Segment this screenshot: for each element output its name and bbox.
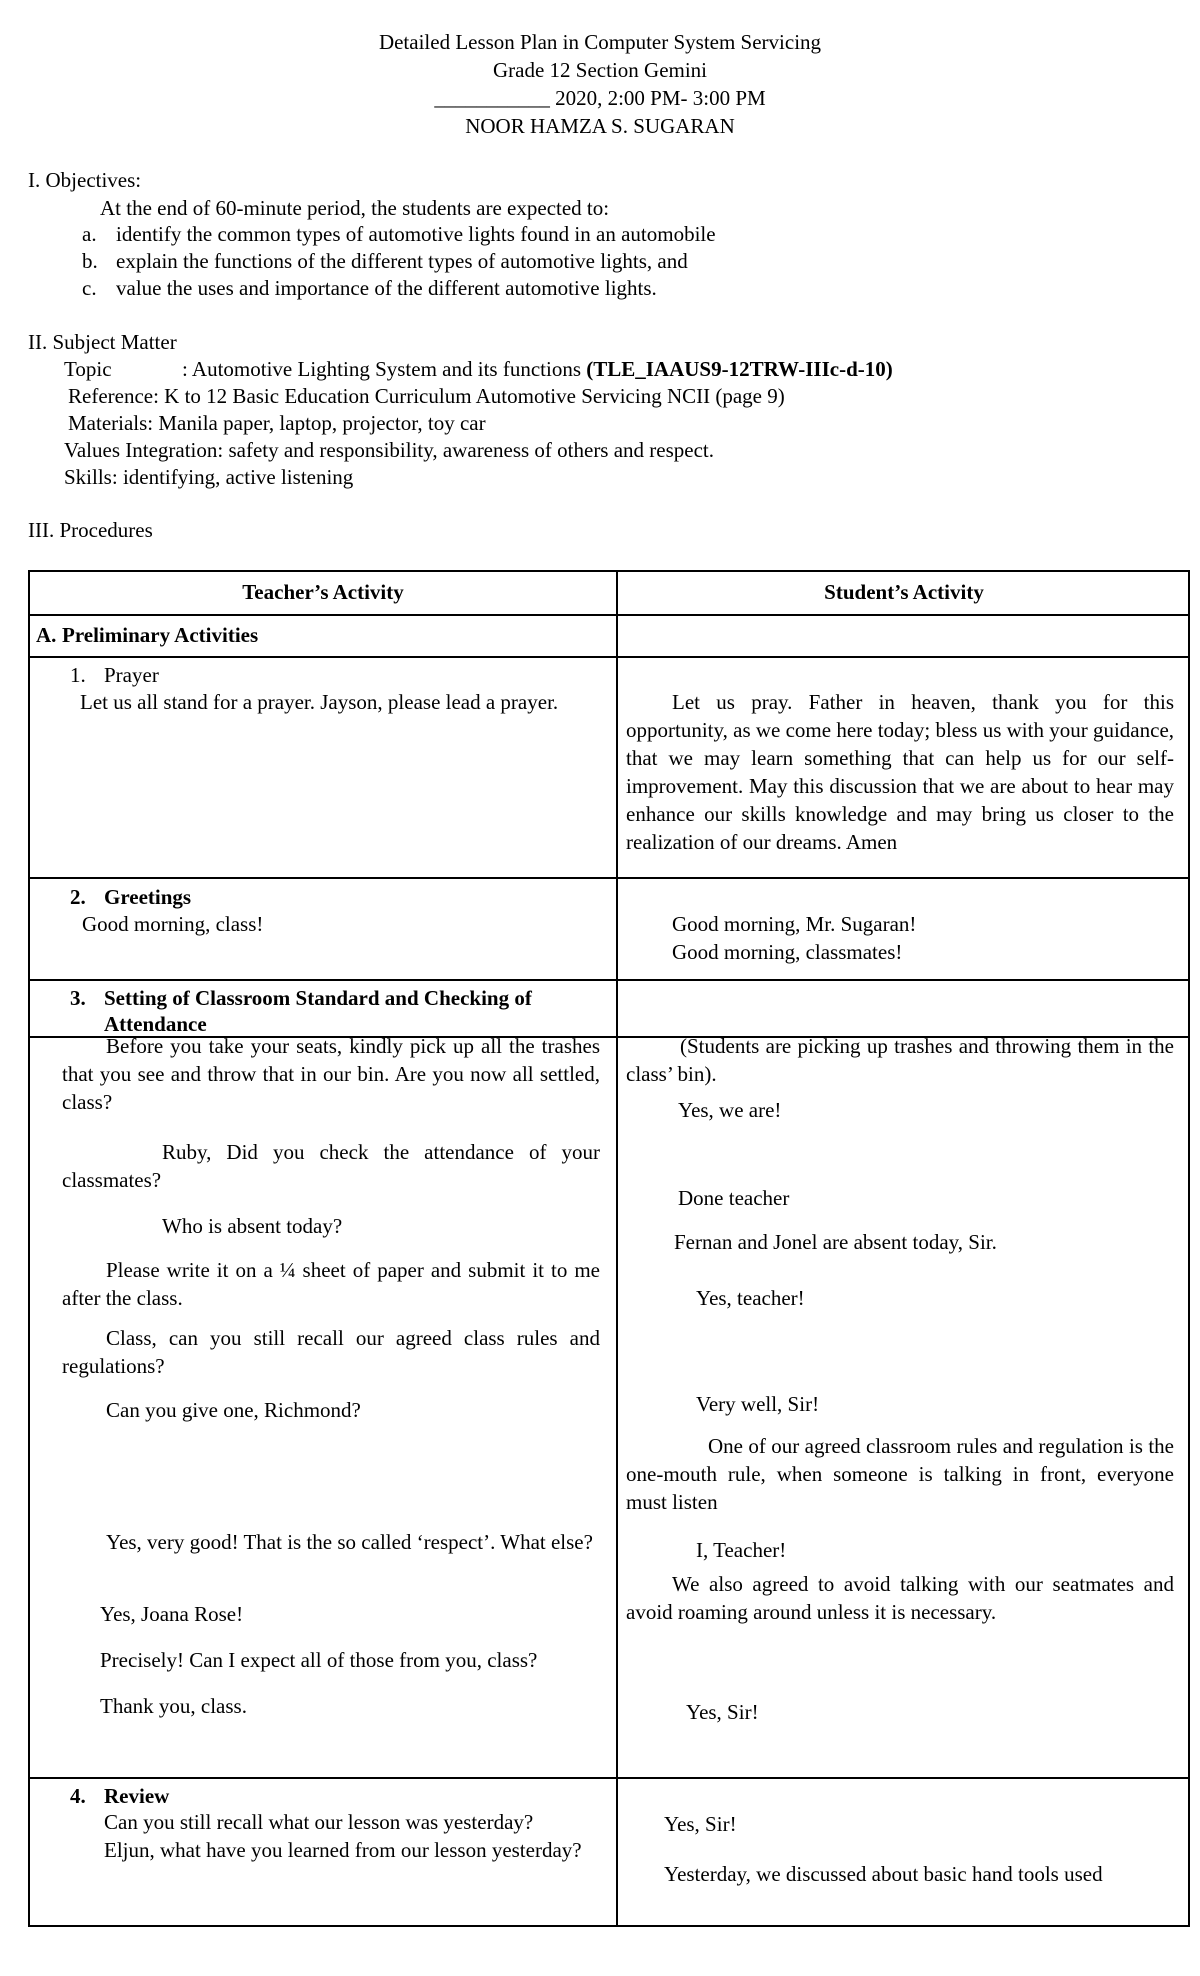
schedule-line: ___________ 2020, 2:00 PM- 3:00 PM — [434, 86, 766, 110]
objectives-intro: At the end of 60-minute period, the students are expected to: — [100, 196, 610, 220]
grade-section: Grade 12 Section Gemini — [492, 58, 708, 82]
section-a-marker: A. — [36, 623, 57, 647]
materials-line: Materials: Manila paper, laptop, projector, toy car — [68, 411, 486, 435]
procedures-heading: III. Procedures — [28, 518, 153, 542]
table-rule — [28, 570, 30, 1927]
review-title: Review — [104, 1784, 170, 1808]
values-integration-line: Values Integration: safety and responsibility, awareness of others and respect. — [64, 438, 715, 462]
standards-teacher-text: Can you give one, Richmond? — [106, 1398, 361, 1422]
standards-student-text: Yes, we are! — [678, 1098, 782, 1122]
standards-student-text: One of our agreed classroom rules and regulation is the one-mouth rule, when someone is talking in front, everyone must listen — [626, 1434, 1174, 1514]
greetings-student-text-2: Good morning, classmates! — [672, 940, 903, 964]
standards-teacher-text: Yes, Joana Rose! — [100, 1602, 244, 1626]
objective-item-b: explain the functions of the different types of automotive lights, and — [116, 249, 688, 273]
prayer-number: 1. — [70, 663, 86, 687]
standards-teacher-text: Please write it on a ¼ sheet of paper and submit it to me after the class. — [62, 1258, 600, 1310]
objective-item-c: value the uses and importance of the different automotive lights. — [116, 276, 657, 300]
standards-student-text: Very well, Sir! — [696, 1392, 820, 1416]
greetings-teacher-text: Good morning, class! — [82, 912, 264, 936]
table-rule — [28, 979, 1190, 981]
standards-teacher-text: Class, can you still recall our agreed class rules and regulations? — [62, 1326, 600, 1378]
table-rule — [1188, 570, 1190, 1927]
prayer-title: Prayer — [104, 663, 159, 687]
prayer-student-text: Let us pray. Father in heaven, thank you for this opportunity, as we come here today; bless us with your guidance, that we may learn something that can help us for our self-improvement. May this discussion that we are about to hear may enhance our skills knowledge and may bring us closer to the realization of our dreams. Amen — [626, 690, 1175, 854]
greetings-title: Greetings — [104, 885, 192, 909]
review-teacher-text-1: Can you still recall what our lesson was yesterday? — [104, 1810, 534, 1834]
objective-marker-c: c. — [82, 276, 97, 300]
topic-code: (TLE_IAAUS9-12TRW-IIIc-d-10) — [586, 357, 893, 381]
standards-teacher-text: Who is absent today? — [162, 1214, 343, 1238]
review-student-text-2: Yesterday, we discussed about basic hand tools used — [664, 1862, 1103, 1886]
greetings-number: 2. — [70, 885, 86, 909]
review-student-text-1: Yes, Sir! — [664, 1812, 737, 1836]
procedures-table — [28, 570, 1190, 1927]
standards-student-text: Yes, Sir! — [686, 1700, 759, 1724]
column-header-teacher: Teacher’s Activity — [242, 580, 404, 604]
objectives-heading: I. Objectives: — [28, 168, 142, 192]
standards-number: 3. — [70, 986, 86, 1010]
standards-student-text: Fernan and Jonel are absent today, Sir. — [674, 1230, 997, 1254]
topic-text: : Automotive Lighting System and its functions — [182, 357, 587, 381]
section-a-label: Preliminary Activities — [62, 623, 259, 647]
standards-student-text: I, Teacher! — [696, 1538, 787, 1562]
standards-student-text: Done teacher — [678, 1186, 790, 1210]
review-teacher-text-2: Eljun, what have you learned from our lesson yesterday? — [104, 1838, 582, 1862]
topic-line — [182, 355, 893, 383]
objective-item-a: identify the common types of automotive lights found in an automobile — [116, 222, 716, 246]
prayer-teacher-text: Let us all stand for a prayer. Jayson, please lead a prayer. — [80, 690, 559, 714]
subject-matter-heading: II. Subject Matter — [28, 330, 177, 354]
topic-label: Topic — [64, 357, 112, 381]
skills-line: Skills: identifying, active listening — [64, 465, 354, 489]
document-title: Detailed Lesson Plan in Computer System Servicing — [378, 30, 822, 54]
standards-teacher-text: Yes, very good! That is the so called ‘respect’. What else? — [106, 1530, 593, 1554]
objective-marker-b: b. — [82, 249, 98, 273]
objective-marker-a: a. — [82, 222, 97, 246]
standards-teacher-text: Thank you, class. — [100, 1694, 247, 1718]
table-rule — [28, 1777, 1190, 1779]
table-rule — [28, 570, 1190, 572]
greetings-student-text-1: Good morning, Mr. Sugaran! — [672, 912, 917, 936]
review-number: 4. — [70, 1784, 86, 1808]
standards-student-text: Yes, teacher! — [696, 1286, 805, 1310]
column-header-student: Student’s Activity — [824, 580, 984, 604]
standards-teacher-text: Ruby, Did you check the attendance of your classmates? — [62, 1140, 600, 1192]
table-rule — [28, 1925, 1190, 1927]
standards-student-text: We also agreed to avoid talking with our seatmates and avoid roaming around unless it is necessary. — [626, 1572, 1174, 1624]
standards-teacher-text: Before you take your seats, kindly pick up all the trashes that you see and throw that in our bin. Are you now all settled, class? — [62, 1034, 600, 1114]
reference-line: Reference: K to 12 Basic Education Curriculum Automotive Servicing NCII (page 9) — [68, 384, 785, 408]
standards-title-line1: Setting of Classroom Standard and Checking of — [104, 986, 532, 1010]
standards-student-text: (Students are picking up trashes and throwing them in the class’ bin). — [626, 1034, 1174, 1086]
teacher-name: NOOR HAMZA S. SUGARAN — [465, 114, 735, 138]
table-rule — [28, 656, 1190, 658]
standards-teacher-text: Precisely! Can I expect all of those from you, class? — [100, 1648, 538, 1672]
table-rule — [28, 877, 1190, 879]
table-rule — [28, 614, 1190, 616]
table-rule — [616, 570, 618, 1927]
standards-title-line2: Attendance — [104, 1012, 207, 1036]
